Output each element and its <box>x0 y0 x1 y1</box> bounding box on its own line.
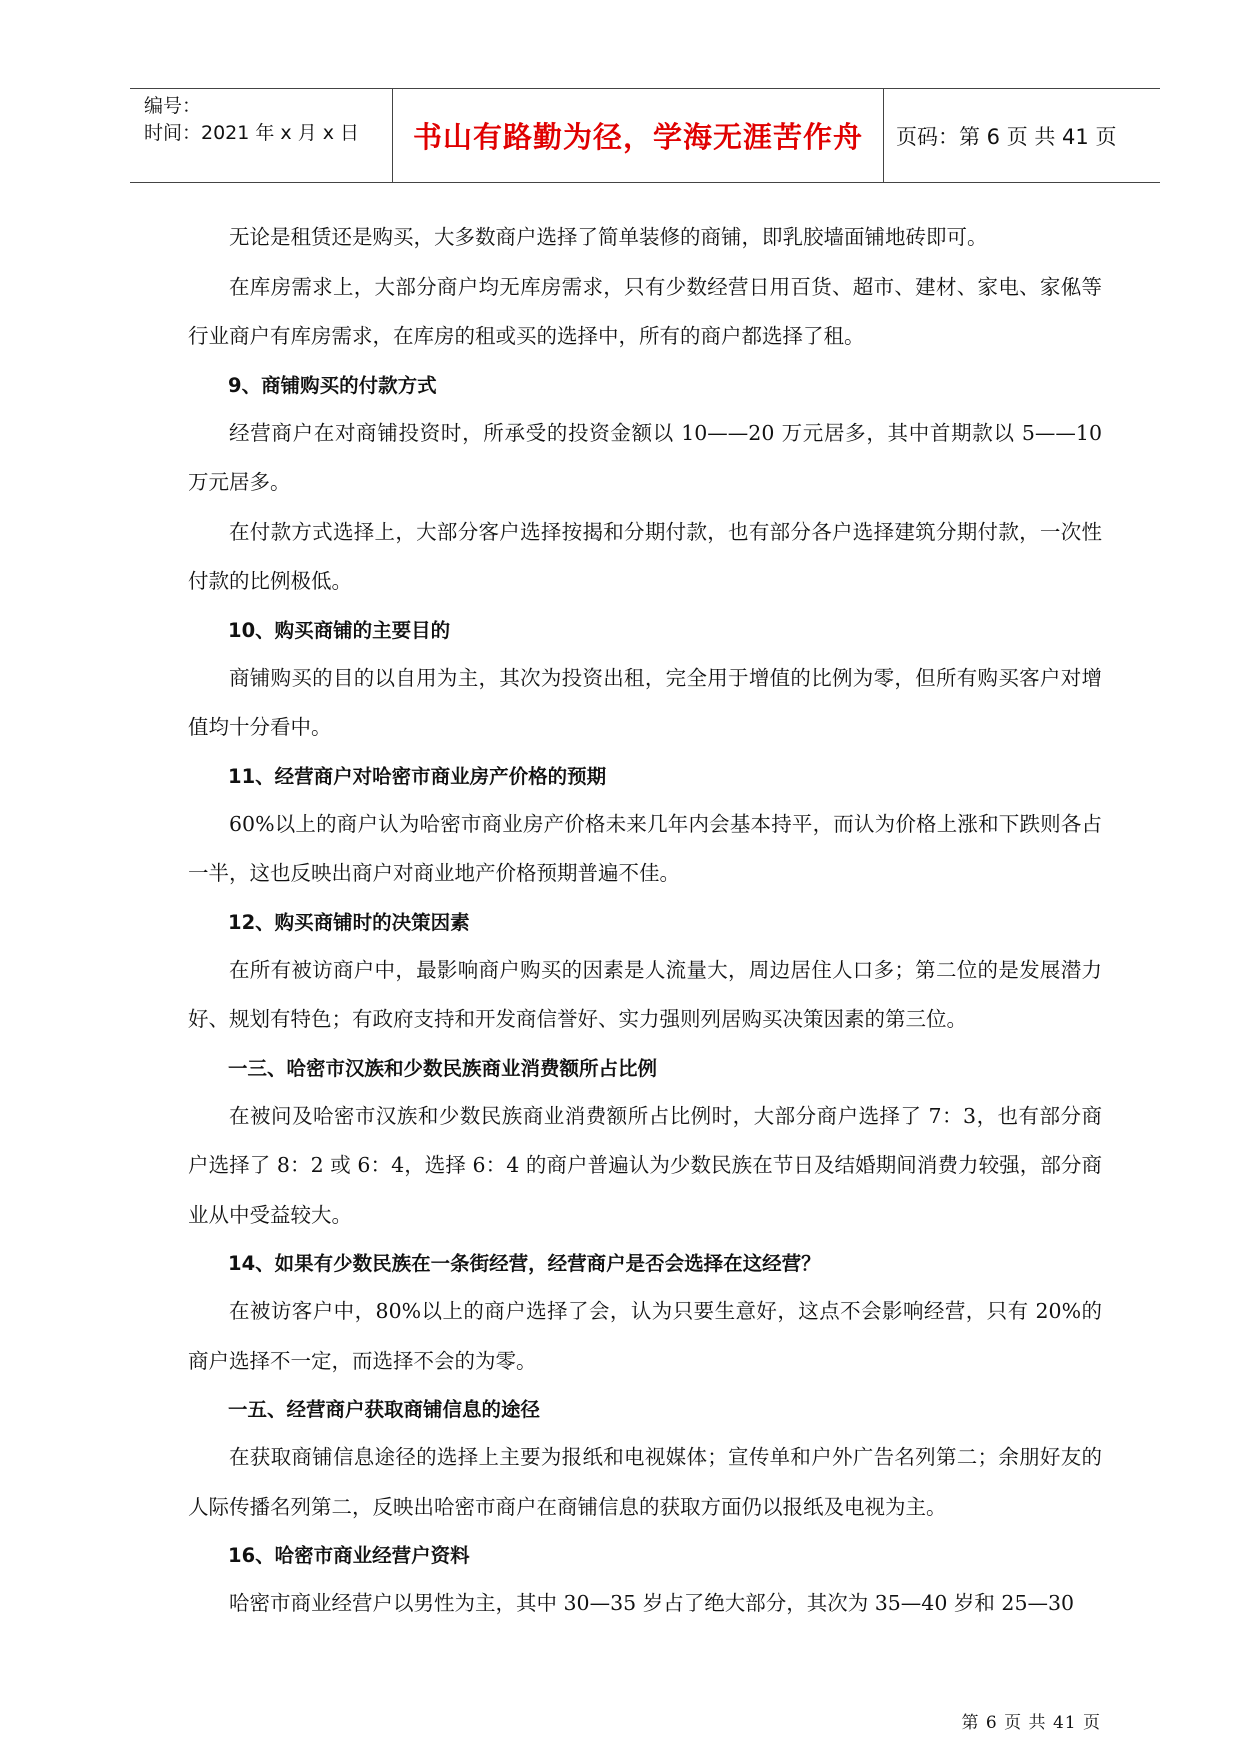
section-heading: 一五、经营商户获取商铺信息的途径 <box>228 1398 541 1421</box>
paragraph: 无论是租赁还是购买，大多数商户选择了简单装修的商铺，即乳胶墙面铺地砖即可。 <box>229 225 988 249</box>
paragraph: 在库房需求上，大部分商户均无库房需求，只有少数经营日用百货、超市、建材、家电、家俬等行业商户有库房需求，在库房的租或买的选择中，所有的商户都选择了租。 <box>188 274 1102 348</box>
header-page-info: 页码：第 6 页 共 41 页 <box>896 124 1117 149</box>
header-meta <box>130 89 393 182</box>
document-body <box>188 213 1102 1629</box>
paragraph: 在被问及哈密市汉族和少数民族商业消费额所占比例时，大部分商户选择了 7：3，也有部分商户选择了 8：2 或 6：4，选择 6：4 的商户普遍认为少数民族在节日及结婚期间消费力较强，部分商业从中受益较大。 <box>188 1103 1102 1227</box>
section-heading: 11、经营商户对哈密市商业房产价格的预期 <box>228 764 607 788</box>
header-motto: 书山有路勤为径，学海无涯苦作舟 <box>393 89 884 182</box>
paragraph: 在获取商铺信息途径的选择上主要为报纸和电视媒体；宣传单和户外广告名列第二；余朋好友的人际传播名列第二，反映出哈密市商户在商铺信息的获取方面仍以报纸及电视为主。 <box>188 1445 1102 1519</box>
section-heading: 12、购买商铺时的决策因素 <box>228 910 470 934</box>
time-label: 时间：2021 年 x 月 x 日 <box>144 122 360 144</box>
section-heading: 16、哈密市商业经营户资料 <box>228 1544 470 1567</box>
section-heading: 10、购买商铺的主要目的 <box>228 618 451 642</box>
paragraph: 商铺购买的目的以自用为主，其次为投资出租，完全用于增值的比例为零，但所有购买客户对增值均十分看中。 <box>188 665 1102 739</box>
document-header <box>130 88 1160 183</box>
section-heading: 9、商铺购买的付款方式 <box>228 373 437 397</box>
paragraph: 在所有被访商户中，最影响商户购买的因素是人流量大，周边居住人口多；第二位的是发展潜力好、规划有特色；有政府支持和开发商信誉好、实力强则列居购买决策因素的第三位。 <box>188 957 1102 1031</box>
page-footer: 第 6 页 共 41 页 <box>961 1713 1101 1733</box>
number-label: 编号： <box>144 95 202 117</box>
section-heading: 一三、哈密市汉族和少数民族商业消费额所占比例 <box>228 1056 658 1080</box>
section-heading: 14、如果有少数民族在一条街经营，经营商户是否会选择在这经营？ <box>228 1252 821 1275</box>
paragraph: 经营商户在对商铺投资时，所承受的投资金额以 10——20 万元居多，其中首期款以 5——10 万元居多。 <box>188 420 1102 494</box>
paragraph: 60%以上的商户认为哈密市商业房产价格未来几年内会基本持平，而认为价格上涨和下跌则各占一半，这也反映出商户对商业地产价格预期普遍不佳。 <box>188 811 1102 885</box>
paragraph: 在被访客户中，80%以上的商户选择了会，认为只要生意好，这点不会影响经营，只有 20%的商户选择不一定，而选择不会的为零。 <box>188 1299 1102 1373</box>
paragraph: 哈密市商业经营户以男性为主，其中 30—35 岁占了绝大部分，其次为 35—40 岁和 25—30 <box>229 1591 1075 1615</box>
paragraph: 在付款方式选择上，大部分客户选择按揭和分期付款，也有部分各户选择建筑分期付款，一次性付款的比例极低。 <box>188 519 1102 593</box>
